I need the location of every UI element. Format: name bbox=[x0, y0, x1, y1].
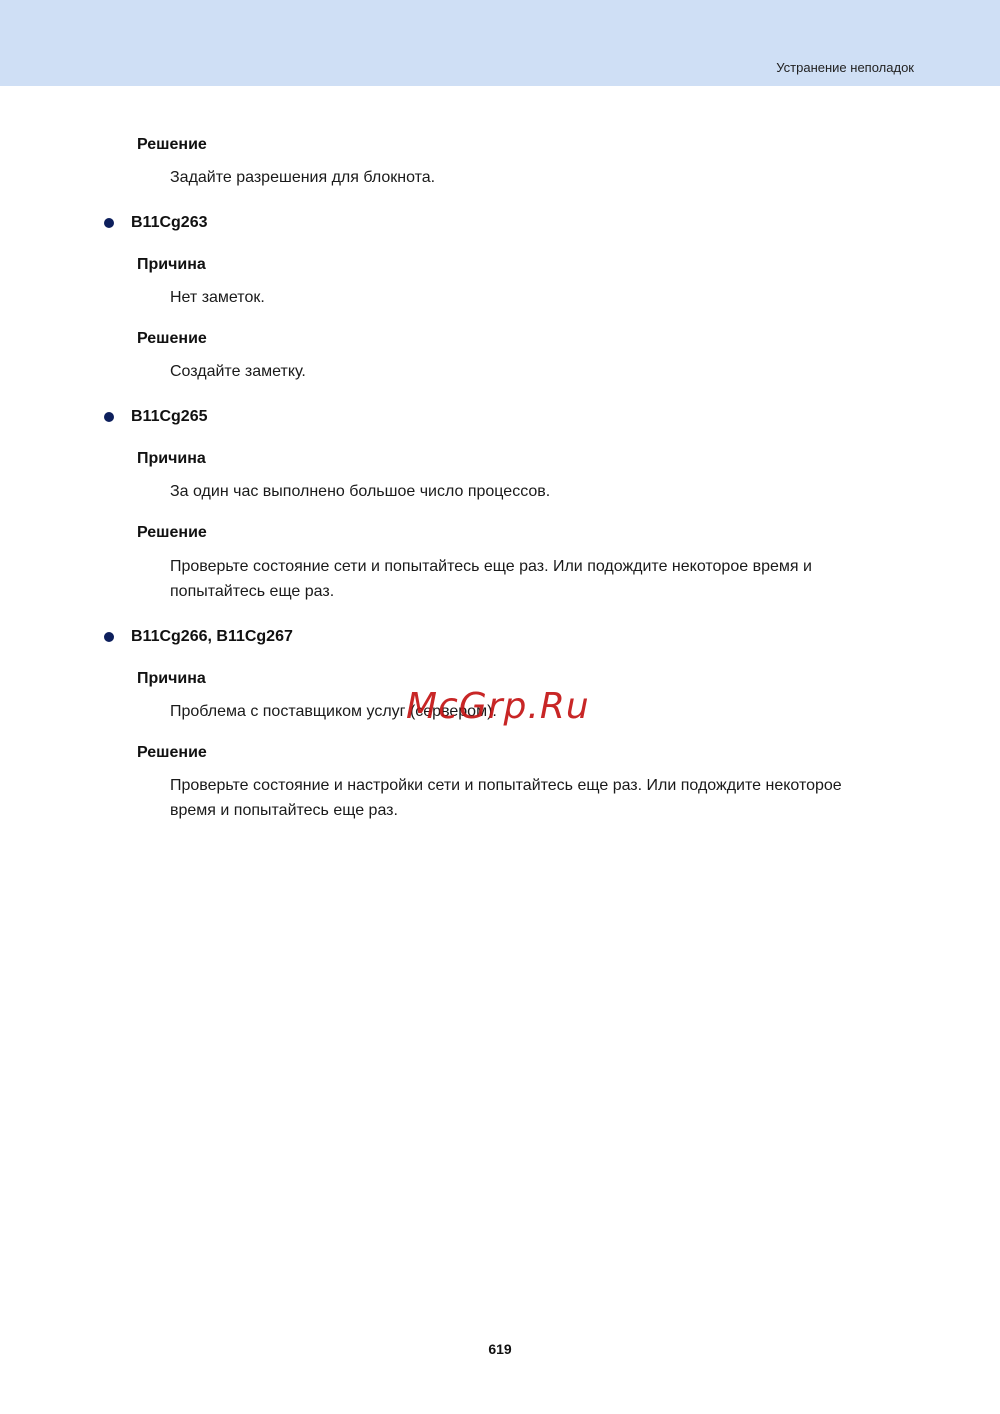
solution-label: Решение bbox=[137, 136, 207, 153]
error-code: B11Cg266, B11Cg267 bbox=[131, 628, 293, 645]
solution-label: Решение bbox=[137, 330, 207, 347]
cause-label: Причина bbox=[137, 256, 206, 273]
header-band bbox=[0, 0, 1000, 86]
cause-label: Причина bbox=[137, 670, 206, 687]
error-entry-b11cg263 bbox=[104, 213, 208, 233]
page-number: 619 bbox=[488, 1341, 512, 1357]
cause-text: Проблема с поставщиком услуг (сервером). bbox=[170, 703, 497, 720]
cause-text: За один час выполнено большое число процессов. bbox=[170, 483, 551, 500]
solution-text: Проверьте состояние сети и попытайтесь еще раз. Или подождите некоторое время и попытайтесь еще раз. bbox=[170, 558, 812, 600]
solution-text: Задайте разрешения для блокнота. bbox=[170, 169, 436, 186]
error-entry-b11cg266-b11cg267 bbox=[104, 627, 293, 647]
watermark-logo: McGrp.Ru bbox=[406, 686, 590, 727]
cause-label: Причина bbox=[137, 450, 206, 467]
solution-label: Решение bbox=[137, 524, 207, 541]
cause-text: Нет заметок. bbox=[170, 289, 265, 306]
solution-label: Решение bbox=[137, 744, 207, 761]
error-code: B11Cg265 bbox=[131, 408, 208, 425]
bullet-icon bbox=[104, 218, 114, 228]
section-title: Устранение неполадок bbox=[776, 60, 914, 75]
solution-text: Проверьте состояние и настройки сети и попытайтесь еще раз. Или подождите некоторое время и попытайтесь еще раз. bbox=[170, 777, 842, 819]
error-entry-b11cg265 bbox=[104, 407, 208, 427]
bullet-icon bbox=[104, 412, 114, 422]
bullet-icon bbox=[104, 632, 114, 642]
error-code: B11Cg263 bbox=[131, 214, 208, 231]
solution-text: Создайте заметку. bbox=[170, 363, 306, 380]
